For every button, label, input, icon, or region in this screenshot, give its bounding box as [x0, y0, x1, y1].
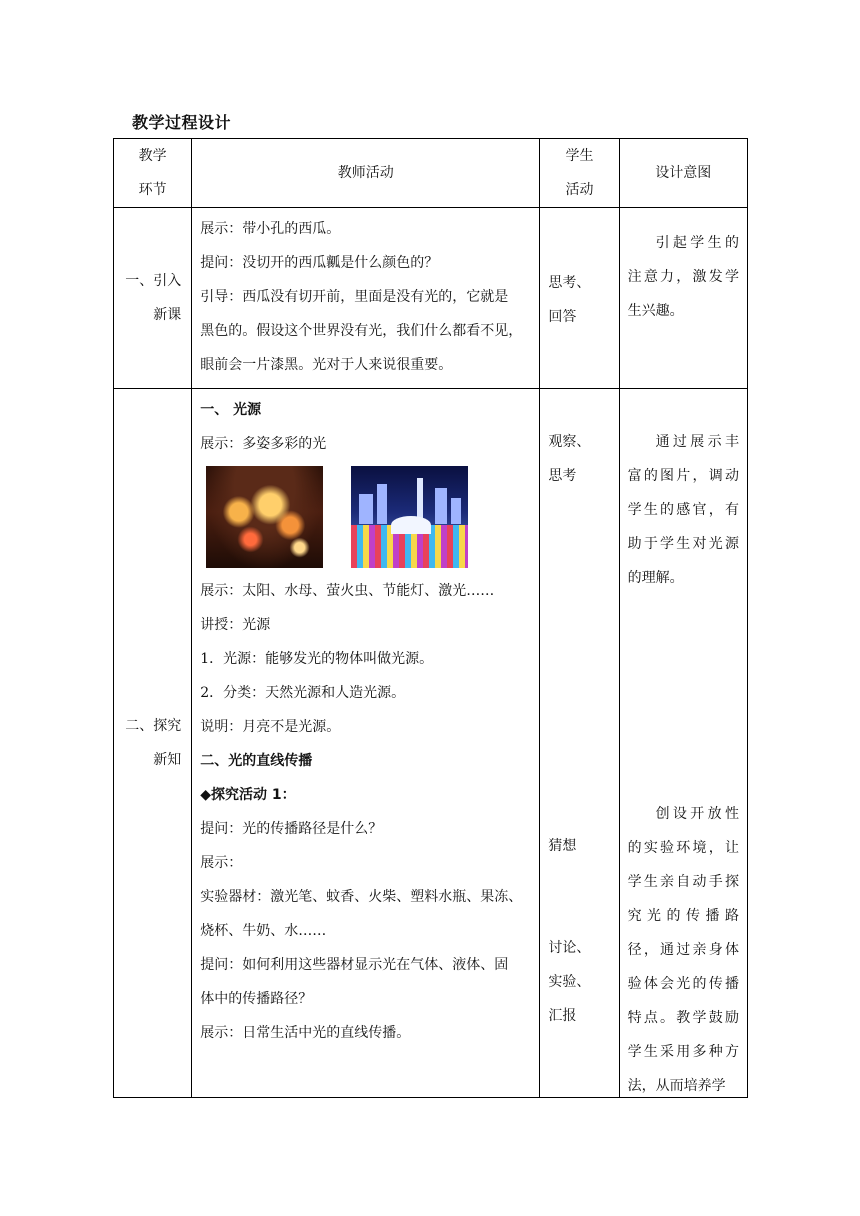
- header-intent: 设计意图: [619, 139, 747, 208]
- student-line: 讨论、: [548, 940, 591, 956]
- section-heading: 一、 光源: [200, 402, 262, 418]
- table-row: [114, 389, 748, 1098]
- stage-cell: [114, 389, 192, 1098]
- teacher-line: 展示：太阳、水母、萤火虫、节能灯、激光……: [200, 583, 495, 599]
- lesson-plan-table: [113, 138, 748, 1098]
- photo-row: [200, 461, 533, 574]
- stage-cell: [114, 208, 192, 389]
- teacher-line: 引导：西瓜没有切开前，里面是没有光的，它就是: [200, 289, 509, 305]
- teacher-activity-cell: [192, 208, 540, 389]
- table-row: [114, 208, 748, 389]
- teacher-line: 烧杯、牛奶、水……: [200, 923, 327, 939]
- design-intent-cell: [619, 208, 747, 389]
- teacher-line: 提问：没切开的西瓜瓤是什么颜色的？: [200, 255, 439, 271]
- design-intent-cell: [619, 389, 747, 1098]
- teacher-line: 眼前会一片漆黑。光对于人来说很重要。: [200, 357, 453, 373]
- student-line: 实验、: [548, 974, 591, 990]
- teacher-line: 提问：如何利用这些器材显示光在气体、液体、固: [200, 957, 509, 973]
- teacher-line: 1．光源：能够发光的物体叫做光源。: [200, 651, 434, 667]
- teacher-line: 说明：月亮不是光源。: [200, 719, 341, 735]
- intent-text: 创设开放性的实验环境，让学生亲自动手探究光的传播路径，通过亲身体验体会光的传播特点。教学鼓励学生采用多种方法，从而培养学: [627, 806, 739, 1094]
- student-line: 汇报: [548, 1008, 577, 1024]
- teacher-line: 讲授：光源: [200, 617, 271, 633]
- student-line: 猜想: [548, 838, 577, 854]
- page-title: 教学过程设计: [132, 113, 232, 132]
- stage-line-2: 新课: [153, 307, 182, 323]
- activity-heading: ◆探究活动 1：: [200, 787, 296, 803]
- stage-line-1: 二、探究: [125, 718, 182, 734]
- student-line: 观察、: [548, 434, 591, 450]
- header-student-line-1: 学生: [565, 148, 594, 164]
- city-night-skyline-photo: [351, 466, 468, 568]
- section-heading: 二、光的直线传播: [200, 753, 313, 769]
- teacher-line: 提问：光的传播路径是什么？: [200, 821, 383, 837]
- teacher-line: 实验器材：激光笔、蚊香、火柴、塑料水瓶、果冻、: [200, 889, 523, 905]
- student-activity-cell: [540, 389, 619, 1098]
- header-teacher: 教师活动: [192, 139, 540, 208]
- stage-line-1: 一、引入: [125, 273, 182, 289]
- student-line: 思考: [548, 468, 577, 484]
- stage-line-2: 新知: [153, 752, 182, 768]
- header-stage: [114, 139, 192, 208]
- header-stage-line-1: 教学: [138, 148, 167, 164]
- student-line: 回答: [548, 309, 577, 325]
- teacher-line: 展示：带小孔的西瓜。: [200, 221, 341, 237]
- teacher-line: 展示：: [200, 855, 243, 871]
- student-activity-cell: [540, 208, 619, 389]
- teacher-line: 黑色的。假设这个世界没有光，我们什么都看不见，: [200, 323, 523, 339]
- intent-text: 引起学生的注意力，激发学生兴趣。: [627, 235, 739, 319]
- carnival-lights-photo: [206, 466, 323, 568]
- teacher-line: 展示：多姿多彩的光: [200, 436, 327, 452]
- header-stage-line-2: 环节: [138, 182, 167, 198]
- header-student-line-2: 活动: [565, 182, 594, 198]
- header-student: [540, 139, 619, 208]
- student-line: 思考、: [548, 275, 591, 291]
- teacher-activity-cell: [192, 389, 540, 1098]
- header-row: [114, 139, 748, 208]
- intent-text: 通过展示丰富的图片，调动学生的感官，有助于学生对光源的理解。: [627, 434, 739, 586]
- teacher-line: 展示：日常生活中光的直线传播。: [200, 1025, 411, 1041]
- teacher-line: 体中的传播路径？: [200, 991, 313, 1007]
- teacher-line: 2．分类：天然光源和人造光源。: [200, 685, 406, 701]
